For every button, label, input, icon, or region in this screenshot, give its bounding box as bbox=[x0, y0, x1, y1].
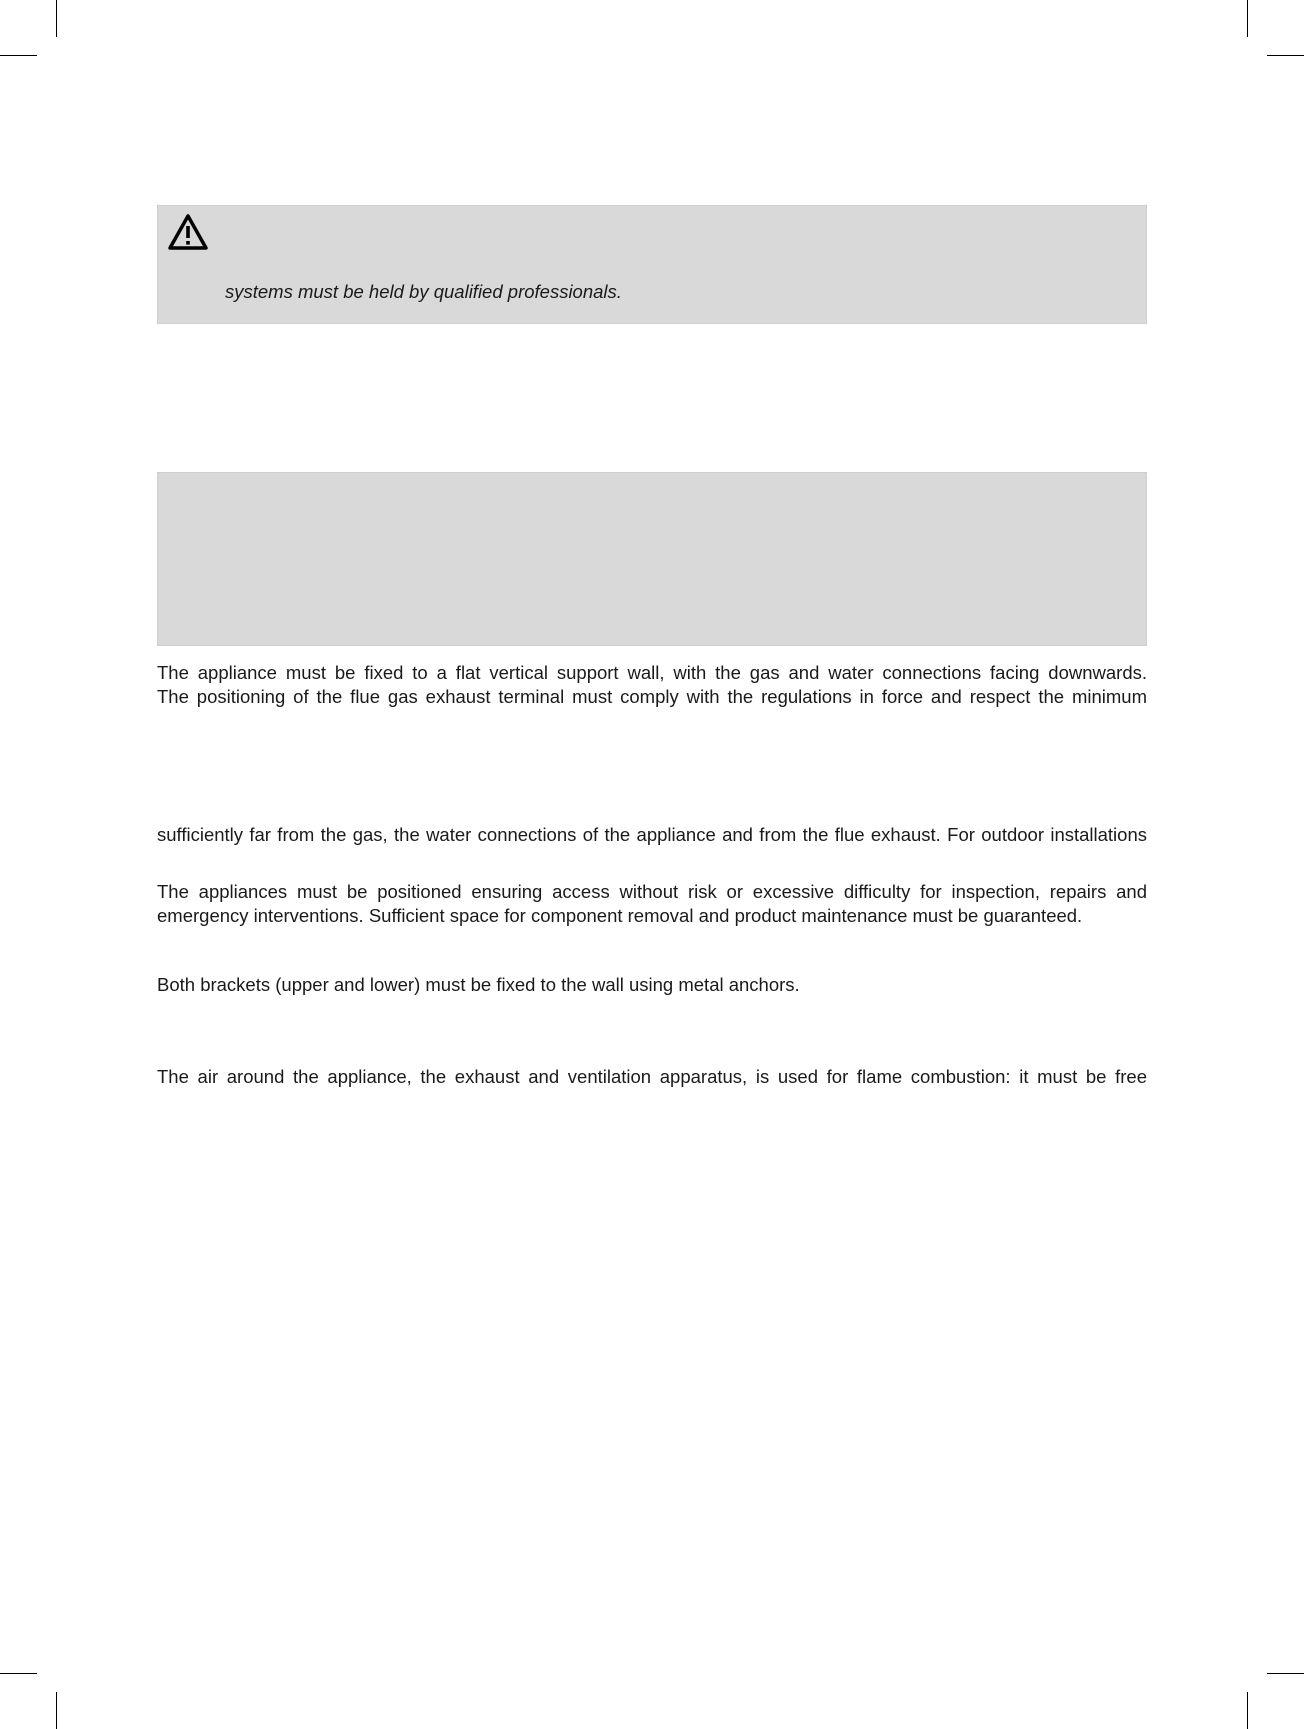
paragraph-line: sufficiently far from the gas, the water connections of the appliance and from the flue exhaust. For outdoor installations bbox=[157, 824, 1147, 845]
warning-text: systems must be held by qualified professionals. bbox=[225, 281, 622, 302]
warning-box bbox=[157, 205, 1147, 324]
paragraph-brackets bbox=[157, 973, 1147, 997]
paragraph-line: The appliance must be fixed to a flat vertical support wall, with the gas and water connections facing downwards. bbox=[157, 662, 1147, 683]
crop-mark-bottom-left-horizontal bbox=[0, 1673, 37, 1674]
paragraph-line: The positioning of the flue gas exhaust terminal must comply with the regulations in force and respect the minimum bbox=[157, 685, 1147, 707]
crop-mark-bottom-right-vertical bbox=[1247, 1692, 1248, 1729]
note-box bbox=[157, 472, 1147, 646]
paragraph-access bbox=[157, 880, 1147, 927]
crop-mark-top-left-horizontal bbox=[0, 55, 37, 56]
crop-mark-bottom-left-vertical bbox=[56, 1692, 57, 1729]
paragraph-wall-fixing bbox=[157, 661, 1147, 708]
paragraph-distance bbox=[157, 823, 1147, 847]
crop-mark-bottom-right-horizontal bbox=[1267, 1673, 1304, 1674]
crop-mark-top-left-vertical bbox=[56, 0, 57, 37]
paragraph-air bbox=[157, 1065, 1147, 1089]
warning-triangle-icon bbox=[166, 212, 210, 252]
paragraph-line: Both brackets (upper and lower) must be fixed to the wall using metal anchors. bbox=[157, 974, 800, 995]
crop-mark-top-right-horizontal bbox=[1267, 55, 1304, 56]
paragraph-line: The air around the appliance, the exhaust and ventilation apparatus, is used for flame combustion: it must be free bbox=[157, 1066, 1147, 1087]
crop-mark-top-right-vertical bbox=[1247, 0, 1248, 37]
paragraph-line: emergency interventions. Sufficient space for component removal and product maintenance must be guaranteed. bbox=[157, 904, 1083, 926]
paragraph-line: The appliances must be positioned ensuring access without risk or excessive difficulty for inspection, repairs and bbox=[157, 881, 1147, 902]
